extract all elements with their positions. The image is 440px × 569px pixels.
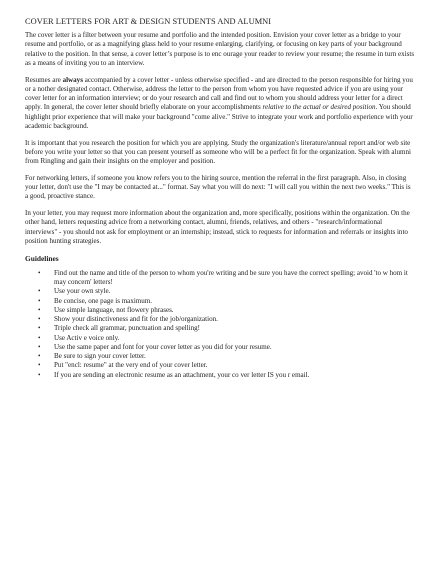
guidelines-list — [25, 269, 415, 380]
bullet-icon: • — [38, 342, 41, 351]
list-item: • Be concise, one page is maximum. — [38, 296, 153, 305]
bullet-icon: • — [38, 324, 41, 333]
paragraph-resumes-text-c: . You should highlight prior experience that will make your background "come alive." Strive to integrate your work and portfolio experience with your academic background. — [25, 103, 413, 130]
list-item: • Put "encl: resume" at the very end of your cover letter. — [38, 361, 208, 370]
bullet-icon: • — [38, 287, 41, 296]
list-item: • Triple check all grammar, punctuation and spelling! — [38, 324, 201, 333]
document-title: COVER LETTERS FOR ART & DESIGN STUDENTS AND ALUMNI — [25, 17, 272, 26]
list-item: • Find out the name and title of the person to whom you're writing and be sure you have the correct spelling; avoid 'to w hom it may concern' letters! — [38, 268, 408, 286]
list-item: • Be sure to sign your cover letter. — [38, 352, 146, 360]
paragraph-requests: In your letter, you may request more information about the organization and, more specifically, positions within the organization. On the other hand, letters requesting advice from a networking contact, alumni, friends, relatives, and others - "research/informational interviews" - you should not ask for employment or an internship; instead, stick to requests for information and referrals or insights into position hunting strategies. — [25, 209, 410, 245]
paragraph-intro: The cover letter is a filter between your resume and portfolio and the intended position. Envision your cover letter as a bridge to your resume and portfolio, or as a magnifying glass held to your resume enlarging, clarifying, or focusing on key parts of your background relative to the position. In that sense, a cover letter’s purpose is to enc ourage your reader to review your resume; the resume in turn exists as a means of inviting you to an interview. — [25, 31, 415, 67]
list-item: • If you are sending an electronic resume as an attachment, your co ver letter IS you r email. — [38, 370, 310, 379]
list-item: • Show your distinctiveness and fit for the job/organization. — [38, 315, 218, 323]
bullet-icon: • — [38, 315, 41, 323]
bullet-icon: • — [38, 268, 41, 277]
list-item: • Use the same paper and font for your cover letter as you did for your resume. — [38, 342, 272, 351]
list-item: • Use Activ e voice only. — [38, 333, 120, 342]
paragraph-research: It is important that you research the position for which you are applying. Study the organization's literature/annual report and/or web site before you write your letter so that you can present yourself as someone who will be a perfect fit for the organization. Speak with alumni from Ringling and gain their insights on the employer and position. — [25, 138, 411, 165]
bullet-icon: • — [38, 296, 41, 305]
paragraph-resumes-text-a: Resumes are — [25, 75, 63, 84]
bullet-icon: • — [38, 352, 41, 360]
paragraph-resumes-bold: always — [62, 75, 83, 84]
paragraph-resumes-italic: relative to the actual or desired position — [262, 103, 376, 112]
bullet-icon: • — [38, 305, 41, 314]
paragraph-resumes-text-b: accompanied by a cover letter - unless otherwise specified - and are directed to the person responsible for hiring you or a nother designated contact. Otherwise, address the letter to the person from whom you have requested advice if you are using your cover letter for an information interview; or do your research and call and find out to whom you should address your letter for a direct apply. In general, the cover letter should briefly elaborate on your accomplishments — [25, 75, 413, 112]
bullet-icon: • — [38, 333, 41, 342]
bullet-icon: • — [38, 370, 41, 379]
bullet-icon: • — [38, 361, 41, 370]
list-item: • Use your own style. — [38, 287, 111, 296]
paragraph-networking: For networking letters, if someone you know refers you to the hiring source, mention the referral in the first paragraph. Also, in closing your letter, don't use the "I may be contacted at..." format. Say what you will do next: "I will call you within the next two weeks." This is a good, proactive stance. — [25, 173, 411, 201]
guidelines-heading: Guidelines — [25, 253, 59, 263]
paragraph-resumes — [25, 76, 415, 132]
list-item: • Use simple language, not flowery phrases. — [38, 305, 174, 314]
